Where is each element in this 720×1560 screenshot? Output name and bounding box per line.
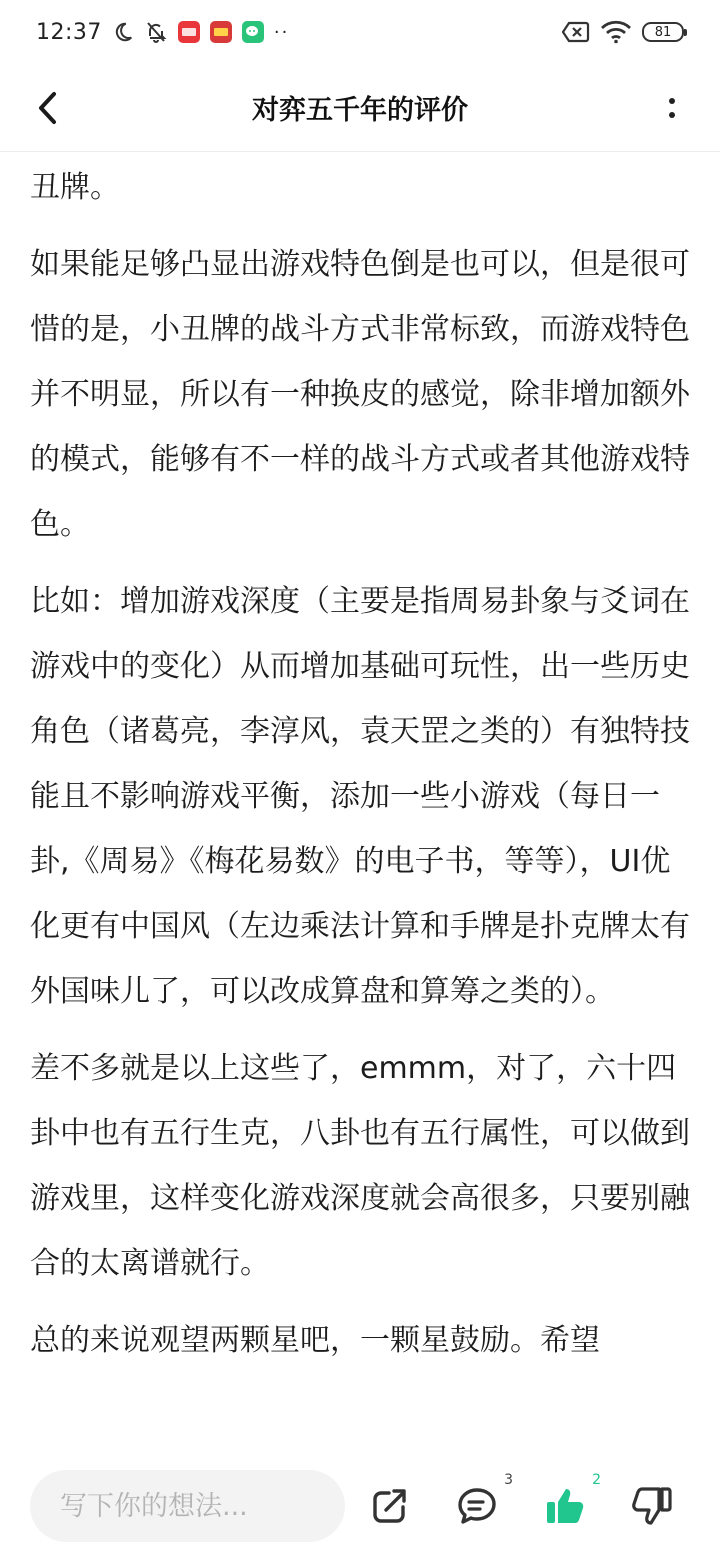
status-left [36, 20, 289, 45]
dot-icon [669, 98, 675, 104]
news-app-icon-2 [210, 21, 232, 43]
mute-bell-icon [144, 20, 168, 44]
status-right [562, 20, 684, 44]
dot-icon [669, 112, 675, 118]
chevron-left-icon [36, 90, 60, 126]
moon-icon [112, 21, 134, 43]
review-paragraph: 如果能足够凸显出游戏特色倒是也可以，但是很可惜的是，小丑牌的战斗方式非常标致，而游戏特色并不明显，所以有一种换皮的感觉，除非增加额外的模式，能够有不一样的战斗方式或者其他游戏特色。 [30, 247, 690, 542]
wifi-icon [600, 20, 632, 44]
dislike-button[interactable] [622, 1476, 682, 1536]
news-app-icon [178, 21, 200, 43]
review-paragraph: 总的来说观望两颗星吧，一颗星鼓励。希望 [30, 1323, 600, 1358]
no-sim-icon [562, 21, 590, 43]
thumbs-up-icon [544, 1486, 586, 1526]
status-time: 12:37 [36, 19, 102, 45]
review-paragraph: 比如：增加游戏深度（主要是指周易卦象与爻词在游戏中的变化）从而增加基础可玩性，出一些历史角色（诸葛亮，李淳风，袁天罡之类的）有独特技能且不影响游戏平衡，添加一些小游戏（每日一卦,《周易》《梅花易数》的电子书，等等），UI优化更有中国风（左边乘法计算和手牌是扑克牌太有外国味儿了，可以改成算盘和算筹之类的）。 [30, 584, 690, 1009]
like-count: 2 [592, 1472, 601, 1488]
comment-button[interactable] [447, 1472, 513, 1536]
more-notifications-icon: ·· [273, 21, 290, 43]
page-title: 对弈五千年的评价 [252, 95, 468, 126]
review-paragraph: 丑牌。 [30, 170, 120, 205]
like-button[interactable] [535, 1472, 601, 1536]
thumbs-down-icon [631, 1486, 673, 1526]
more-options-button[interactable] [662, 90, 682, 126]
review-content [30, 153, 694, 1450]
comment-icon [456, 1486, 498, 1526]
wechat-icon [242, 21, 264, 43]
review-paragraph: 差不多就是以上这些了，emmm，对了，六十四卦中也有五行生克，八卦也有五行属性，可以做到游戏里，这样变化游戏深度就会高很多，只要别融合的太离谱就行。 [30, 1051, 690, 1281]
top-nav-bar [0, 64, 720, 152]
share-icon [370, 1486, 410, 1526]
status-bar [0, 0, 720, 64]
comment-count: 3 [504, 1472, 513, 1488]
back-button[interactable] [28, 84, 68, 132]
comment-input[interactable] [30, 1470, 345, 1542]
share-button[interactable] [360, 1476, 420, 1536]
bottom-action-bar [0, 1450, 720, 1560]
battery-indicator: 81 [642, 22, 684, 42]
